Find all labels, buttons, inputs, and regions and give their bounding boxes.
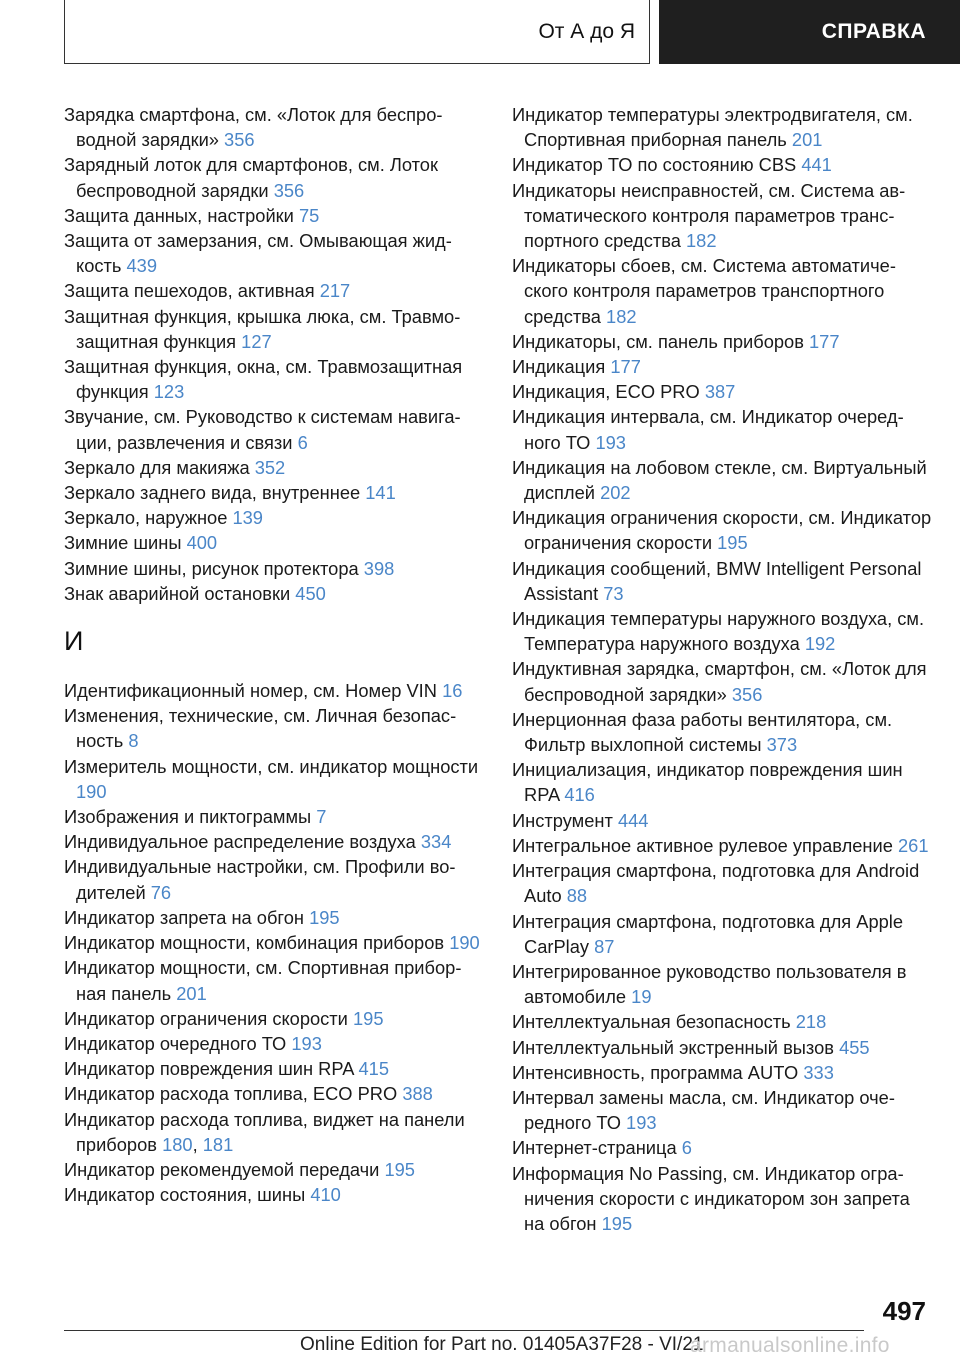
index-entry-term: Индикация, ECO PRO — [512, 381, 700, 403]
index-entry — [512, 379, 932, 404]
page-link[interactable]: 195 — [309, 906, 340, 928]
index-entry — [64, 1081, 484, 1106]
index-entry-term: Интегрированное руководство пользователя в автомобиле — [512, 960, 907, 1008]
index-entry — [512, 556, 932, 606]
index-column-right — [512, 102, 932, 1236]
index-entry — [64, 1056, 484, 1081]
page-link[interactable]: 356 — [224, 129, 255, 151]
index-entry-term: Индуктивная зарядка, смартфон, см. «Лоток для беспроводной зарядки» — [512, 658, 927, 705]
index-entry-term: Интеграция смартфона, подготовка для Android Auto — [512, 860, 920, 907]
index-entry-term: Интеллектуальный экстренный вызов — [512, 1036, 834, 1058]
page-link[interactable]: 7 — [316, 806, 327, 828]
page-link[interactable]: 180 — [162, 1133, 193, 1155]
page-link[interactable]: 441 — [801, 154, 832, 176]
page-link[interactable]: 387 — [704, 381, 736, 403]
index-entry — [512, 808, 932, 833]
page-link[interactable]: 388 — [402, 1083, 433, 1105]
page-link[interactable]: 356 — [731, 683, 763, 705]
index-entry-term: Идентификационный номер, см. Номер VIN — [64, 680, 437, 702]
index-entry-term: Индикатор запрета на обгон — [64, 906, 304, 928]
index-entry — [64, 203, 484, 228]
index-entry-term: Индикация ограничения скорости, см. Индикатор ограничения скорости — [512, 507, 932, 554]
page-link[interactable]: 373 — [766, 734, 798, 756]
index-entry-term: Индикатор расхода топлива, ECO PRO — [64, 1083, 398, 1105]
page-link[interactable]: 352 — [254, 456, 286, 478]
index-entry — [64, 703, 484, 753]
index-entry-term: Интервал замены масла, см. Индикатор очередного ТО — [512, 1086, 895, 1134]
page-link[interactable]: 195 — [717, 532, 748, 554]
page-link[interactable]: 398 — [363, 557, 395, 579]
index-entry — [64, 829, 484, 854]
index-entry — [64, 530, 484, 555]
page-link[interactable]: 455 — [839, 1036, 870, 1058]
index-entry — [64, 354, 484, 404]
index-entry-term: Индикация — [512, 356, 606, 378]
page-link[interactable]: 73 — [603, 582, 624, 604]
index-entry-term: Зарядный лоток для смартфонов, см. Лоток беспроводной зарядки — [64, 154, 438, 201]
index-entry — [64, 1031, 484, 1056]
page-link[interactable]: 182 — [686, 230, 717, 252]
index-entry-term: Защита данных, настройки — [64, 204, 294, 226]
index-entry — [512, 1135, 932, 1160]
page-link[interactable]: 333 — [803, 1061, 834, 1083]
page-link[interactable]: 87 — [594, 935, 615, 957]
index-entry — [512, 455, 932, 505]
index-entry — [64, 905, 484, 930]
page-link[interactable]: 218 — [795, 1011, 827, 1033]
index-entry-term: Защитная функция, окна, см. Травмозащитная функция — [64, 356, 463, 403]
index-entry-term: Измеритель мощности, см. индикатор мощности — [64, 755, 479, 777]
index-entry-term: Интернет-страница — [512, 1137, 677, 1159]
index-entry-term: Индикаторы сбоев, см. Система автоматического контроля параметров транспортного средства — [512, 255, 896, 327]
index-entry-term: Изменения, технические, см. Личная безопасность — [64, 705, 457, 752]
index-entry — [512, 102, 932, 152]
page-link[interactable]: 6 — [297, 431, 308, 453]
page-link[interactable]: 16 — [442, 680, 463, 702]
index-entry — [512, 959, 932, 1009]
page-link[interactable]: 190 — [449, 932, 480, 954]
index-entry-term: Индикация температуры наружного воздуха, см. Температура наружного воздуха — [512, 608, 925, 655]
index-entry — [64, 278, 484, 303]
index-entry — [64, 102, 484, 152]
page-link[interactable]: 177 — [610, 356, 641, 378]
index-entry — [512, 329, 932, 354]
header-chapter-tab[interactable] — [659, 0, 960, 64]
index-entry-term: Инструмент — [512, 809, 613, 831]
index-entry — [512, 858, 932, 908]
index-entry-term: Индикаторы, см. панель приборов — [512, 330, 804, 352]
index-entry — [64, 1157, 484, 1182]
index-entry — [64, 304, 484, 354]
index-entry-term: Индикация интервала, см. Индикатор очередного ТО — [512, 406, 904, 453]
index-entry — [64, 404, 484, 454]
index-entry-term: Индивидуальное распределение воздуха — [64, 831, 416, 853]
index-entry — [64, 678, 484, 703]
page-link[interactable]: 400 — [186, 532, 218, 554]
index-entry-term: Индикатор рекомендуемой передачи — [64, 1158, 380, 1180]
page-link[interactable]: 127 — [241, 330, 272, 352]
footer-edition: Online Edition for Part no. 01405A37F28 - VI/21 — [300, 1334, 704, 1355]
page-link[interactable]: 201 — [176, 982, 207, 1004]
index-entry-term: Инициализация, индикатор повреждения шин RPA — [512, 759, 903, 806]
index-entry-term: Индикатор мощности, см. Спортивная приборная панель — [64, 957, 462, 1004]
index-entry-term: Индикатор состояния, шины — [64, 1184, 306, 1206]
index-entry-term: Зеркало для макияжа — [64, 456, 250, 478]
index-entry — [512, 707, 932, 757]
index-section-letter: И — [64, 626, 84, 657]
page-link[interactable]: 75 — [298, 204, 320, 226]
index-entry — [64, 804, 484, 829]
index-entry — [64, 1006, 484, 1031]
page-link[interactable]: 19 — [631, 986, 652, 1008]
index-entry-term: Индивидуальные настройки, см. Профили водителей — [64, 856, 456, 903]
index-entry — [64, 152, 484, 202]
index-entry-term: Зимние шины, рисунок протектора — [64, 557, 359, 579]
index-entry-term: Зеркало заднего вида, внутреннее — [64, 482, 361, 504]
header-section-tab[interactable] — [64, 0, 650, 64]
page-link[interactable]: 8 — [128, 730, 139, 752]
watermark: armanualsonline.info — [690, 1334, 890, 1357]
index-entry-term: Индикатор очередного ТО — [64, 1032, 287, 1054]
index-entry-term: Интенсивность, программа AUTO — [512, 1061, 799, 1083]
page-link[interactable]: 195 — [601, 1212, 633, 1234]
page-link[interactable]: 76 — [150, 881, 172, 903]
index-entry — [64, 505, 484, 530]
page-link[interactable]: 88 — [566, 885, 588, 907]
page-link[interactable]: 217 — [319, 280, 351, 302]
page-link[interactable]: 195 — [352, 1007, 384, 1029]
index-column-left — [64, 102, 484, 1207]
index-entry-term: Знак аварийной остановки — [64, 582, 291, 604]
index-entry — [64, 754, 484, 804]
index-entry — [512, 505, 932, 555]
page-link[interactable]: 195 — [384, 1158, 415, 1180]
page-link[interactable]: 193 — [595, 431, 626, 453]
index-entry — [64, 556, 484, 581]
index-entry — [512, 152, 932, 177]
page-link[interactable]: 410 — [310, 1184, 341, 1206]
header-chapter-label: СПРАВКА — [821, 20, 926, 43]
page-link[interactable]: 123 — [153, 381, 185, 403]
index-entry — [64, 228, 484, 278]
index-entry — [512, 1009, 932, 1034]
index-entry-term: Индикатор ТО по состоянию CBS — [512, 154, 797, 176]
page-link[interactable]: 190 — [76, 780, 107, 802]
index-entry — [512, 1035, 932, 1060]
index-entry-term: Индикация на лобовом стекле, см. Виртуальный дисплей — [512, 456, 927, 504]
page-link[interactable]: 141 — [365, 482, 396, 504]
index-entry — [512, 606, 932, 656]
index-entry — [512, 253, 932, 329]
page-link[interactable]: 193 — [291, 1032, 322, 1054]
index-list-z — [64, 102, 484, 606]
index-entry-term: Индикатор ограничения скорости — [64, 1007, 348, 1029]
header-section-label: От А до Я — [538, 19, 635, 43]
index-entry — [512, 1085, 932, 1135]
index-entry-term: Интеллектуальная безопасность — [512, 1011, 791, 1033]
page-link[interactable]: 444 — [617, 809, 649, 831]
index-entry: Индикатор расхода топлива, виджет на панели приборов 180, 181 — [64, 1108, 465, 1155]
index-list-i-continued — [512, 102, 932, 1236]
page-link[interactable]: 181 — [202, 1133, 234, 1155]
index-entry — [512, 1060, 932, 1085]
index-entry-term: Защита пешеходов, активная — [64, 280, 315, 302]
index-entry-term: Зарядка смартфона, см. «Лоток для беспроводной зарядки» — [64, 104, 443, 151]
index-entry-term: Индикаторы неисправностей, см. Система автоматического контроля параметров транспортного средства — [512, 179, 906, 252]
index-entry-term: Индикатор температуры электродвигателя, см. Спортивная приборная панель — [512, 104, 913, 151]
index-entry-term: Индикатор расхода топлива, виджет на панели приборов — [64, 1108, 465, 1155]
index-entry — [64, 480, 484, 505]
page-link[interactable]: 450 — [295, 582, 326, 604]
index-entry-term: Информация No Passing, см. Индикатор ограничения скорости с индикатором зон запрета на обгон — [512, 1162, 910, 1234]
index-entry — [512, 404, 932, 454]
index-entry — [64, 854, 484, 904]
page-link[interactable]: 201 — [791, 129, 823, 151]
footer-divider — [64, 1330, 864, 1331]
index-entry-term: Защита от замерзания, см. Омывающая жидкость — [64, 230, 452, 277]
page-link[interactable]: 415 — [358, 1058, 390, 1080]
index-entry-term: Звучание, см. Руководство к системам навигации, развлечения и связи — [64, 406, 461, 453]
index-entry — [512, 1161, 932, 1237]
page-link[interactable]: 202 — [600, 482, 631, 504]
index-entry — [512, 656, 932, 706]
page-link[interactable]: 261 — [897, 834, 929, 856]
index-entry — [512, 909, 932, 959]
index-entry-term: Индикация сообщений, BMW Intelligent Personal Assistant — [512, 557, 922, 604]
index-entry — [64, 955, 484, 1005]
index-entry-term: Защитная функция, крышка люка, см. Травмозащитная функция — [64, 305, 461, 352]
index-entry — [512, 178, 932, 254]
page-number: 497 — [882, 1296, 926, 1326]
index-list-i — [64, 678, 484, 1207]
index-entry — [512, 833, 932, 858]
index-entry-term: Индикатор мощности, комбинация приборов — [64, 932, 445, 954]
index-entry — [64, 455, 484, 480]
index-entry-term: Изображения и пиктограммы — [64, 806, 312, 828]
index-entry-term: Инерционная фаза работы вентилятора, см. Фильтр выхлопной системы — [512, 708, 893, 756]
index-entry — [512, 757, 932, 807]
page-link[interactable]: 139 — [232, 507, 263, 529]
page-link[interactable]: 356 — [273, 179, 305, 201]
index-entry — [64, 930, 484, 955]
page-link[interactable]: 439 — [126, 255, 158, 277]
page-link[interactable]: 192 — [804, 633, 836, 655]
index-entry-term: Зимние шины — [64, 532, 182, 554]
index-entry — [512, 354, 932, 379]
page-link[interactable]: 6 — [681, 1137, 692, 1159]
page-link[interactable]: 334 — [420, 831, 452, 853]
page-link[interactable]: 193 — [626, 1112, 657, 1134]
index-entry — [64, 581, 484, 606]
page-link[interactable]: 182 — [606, 305, 637, 327]
index-entry-term: Зеркало, наружное — [64, 507, 228, 529]
index-entry-term: Индикатор повреждения шин RPA — [64, 1058, 354, 1080]
page-link[interactable]: 177 — [809, 330, 840, 352]
index-entry-term: Интегральное активное рулевое управление — [512, 834, 893, 856]
index-entry-term: Интеграция смартфона, подготовка для Apple CarPlay — [512, 910, 904, 957]
index-entry — [64, 1182, 484, 1207]
page-link[interactable]: 416 — [564, 784, 595, 806]
